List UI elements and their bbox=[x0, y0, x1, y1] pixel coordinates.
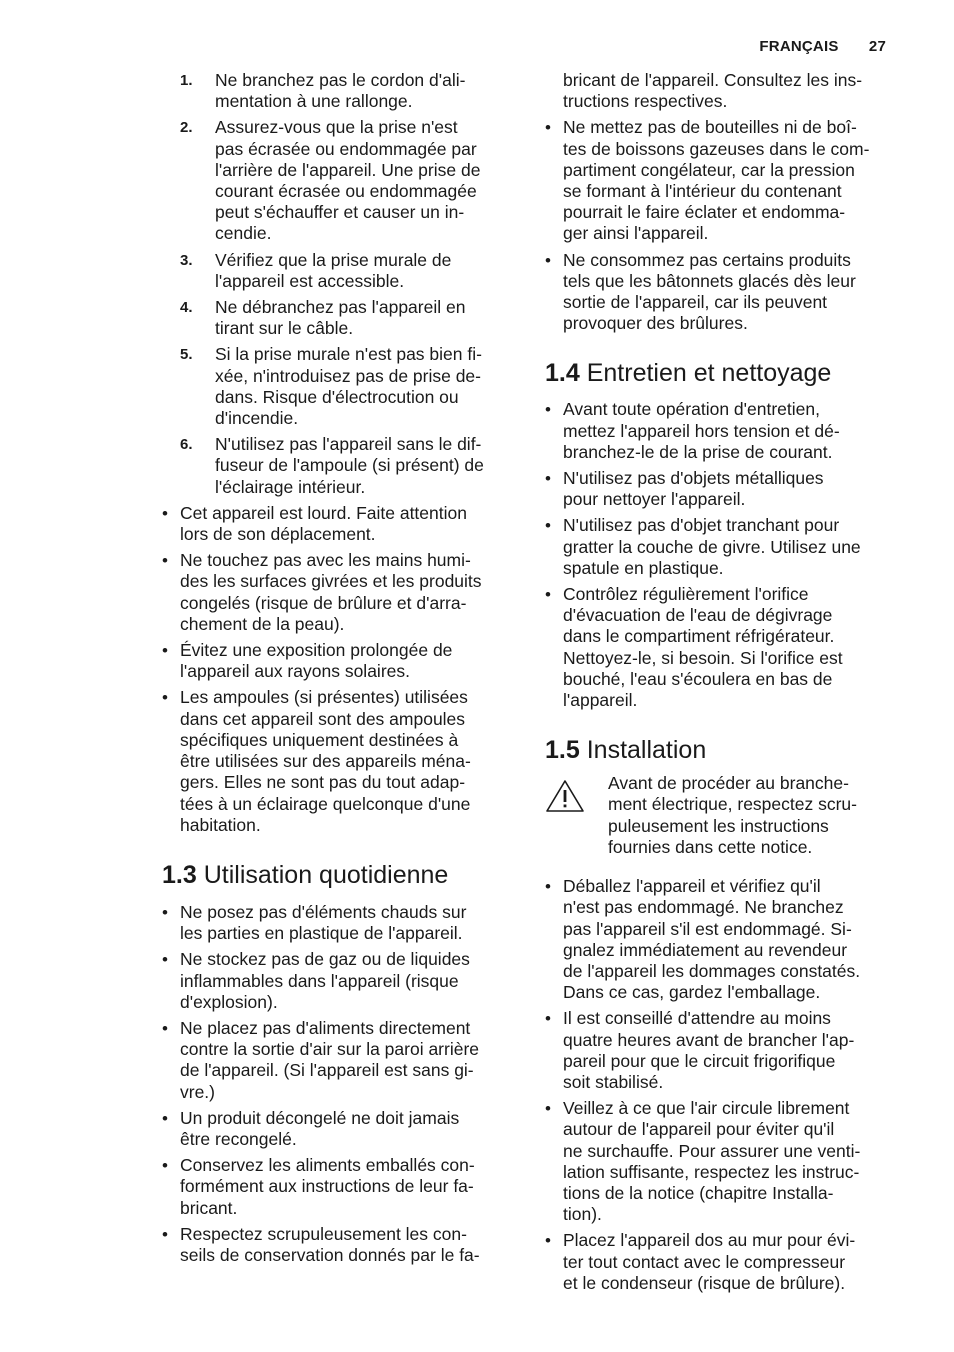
item-text: N'utilisez pas l'appareil sans le dif- fuseur de l'ampoule (si présent) de l'éclairage intérieur. bbox=[215, 434, 484, 497]
list-item bbox=[162, 434, 522, 498]
section-heading-1-5 bbox=[545, 735, 907, 765]
list-item: • Les ampoules (si présentes) utilisées dans cet appareil sont des ampoules spécifiques uniquement destinées à être utilisées sur des appareils ména- gers. Elles ne sont pas du tout adap- tées à un éclairage quelconque d'une habitation. bbox=[162, 687, 522, 835]
item-number: 4. bbox=[180, 299, 193, 317]
right-column bbox=[545, 70, 907, 1299]
list-item: • Ne stockez pas de gaz ou de liquides inflammables dans l'appareil (risque d'explosion). bbox=[162, 949, 522, 1013]
section-title: Entretien et nettoyage bbox=[586, 359, 832, 388]
list-item: • Ne touchez pas avec les mains humi- des les surfaces givrées et les produits congelés (risque de brûlure et d'arra- chement de la peau). bbox=[162, 550, 522, 635]
list-item: • Déballez l'appareil et vérifiez qu'il n'est pas endommagé. Ne branchez pas l'appareil s'il est endommagé. Si- gnalez immédiatement au revendeur de l'appareil les dommages constatés. Dans ce cas, gardez l'emballage. bbox=[545, 876, 907, 1003]
item-number: 6. bbox=[180, 436, 193, 454]
list-item: • N'utilisez pas d'objet tranchant pour gratter la couche de givre. Utilisez une spatule en plastique. bbox=[545, 515, 907, 579]
left-column bbox=[162, 70, 522, 1271]
list-item: • N'utilisez pas d'objets métalliques pour nettoyer l'appareil. bbox=[545, 468, 907, 510]
item-text: Ne branchez pas le cordon d'ali- mentation à une rallonge. bbox=[215, 70, 466, 112]
list-item: • Ne consommez pas certains produits tels que les bâtonnets glacés dès leur sortie de l'appareil, car ils peuvent provoquer des brûlures. bbox=[545, 250, 907, 335]
list-item: • Cet appareil est lourd. Faite attention lors de son déplacement. bbox=[162, 503, 522, 545]
page-number: 27 bbox=[868, 38, 886, 55]
item-number: 1. bbox=[180, 72, 193, 89]
item-number: 5. bbox=[180, 346, 193, 364]
section-heading-1-4 bbox=[545, 358, 907, 388]
bullet-list bbox=[545, 876, 907, 1294]
warning-block bbox=[545, 773, 907, 858]
list-item: • Un produit décongelé ne doit jamais être recongelé. bbox=[162, 1108, 522, 1150]
item-number: 3. bbox=[180, 251, 193, 269]
section-title: Utilisation quotidienne bbox=[203, 860, 449, 889]
item-text: Si la prise murale n'est pas bien fi- xée, n'introduisez pas de prise de- dans. Risque d'électrocution ou d'incendie. bbox=[215, 344, 482, 429]
numbered-list bbox=[162, 70, 522, 498]
item-text: Vérifiez que la prise murale de l'appareil est accessible. bbox=[215, 249, 452, 291]
list-item: • Il est conseillé d'attendre au moins quatre heures avant de brancher l'ap- pareil pour que le circuit frigorifique soit stabilisé. bbox=[545, 1008, 907, 1093]
list-item bbox=[162, 117, 522, 244]
list-item: • Veillez à ce que l'air circule librement autour de l'appareil pour éviter qu'il ne surchauffe. Pour assurer une venti- lation suffisante, respectez les instruc- tions de la notice (chapitre Installa- tion). bbox=[545, 1098, 907, 1225]
list-item bbox=[162, 344, 522, 429]
header-language: FRANÇAIS bbox=[759, 38, 839, 55]
continued-text: bricant de l'appareil. Consultez les ins- tructions respectives. bbox=[563, 70, 863, 112]
list-item: • Ne placez pas d'aliments directement contre la sortie d'air sur la paroi arrière de l'appareil. (Si l'appareil est sans gi- vre.) bbox=[162, 1018, 522, 1103]
list-item: • Avant toute opération d'entretien, mettez l'appareil hors tension et dé- branchez-le de la prise de courant. bbox=[545, 399, 907, 463]
item-text: Assurez-vous que la prise n'est pas écrasée ou endommagée par l'arrière de l'appareil. Une prise de courant écrasée ou endommagée peut s'échauffer et causer un in- cendie. bbox=[215, 117, 481, 244]
bullet-list bbox=[545, 399, 907, 711]
list-item bbox=[162, 297, 522, 339]
section-number: 1.3 bbox=[162, 860, 197, 889]
warning-text: Avant de procéder au branche- ment électrique, respectez scru- puleusement les instructions fournies dans cette notice. bbox=[608, 773, 857, 857]
section-number: 1.4 bbox=[545, 359, 580, 388]
bullet-list bbox=[545, 117, 907, 334]
list-item: • Respectez scrupuleusement les con- seils de conservation donnés par le fa- bbox=[162, 1224, 522, 1266]
list-item: • Évitez une exposition prolongée de l'appareil aux rayons solaires. bbox=[162, 640, 522, 682]
item-text: Ne débranchez pas l'appareil en tirant sur le câble. bbox=[215, 297, 466, 339]
section-heading-1-3 bbox=[162, 860, 522, 890]
list-item: • Ne posez pas d'éléments chauds sur les parties en plastique de l'appareil. bbox=[162, 902, 522, 944]
list-item: • Conservez les aliments emballés con- formément aux instructions de leur fa- bricant. bbox=[162, 1155, 522, 1219]
page-header bbox=[759, 38, 886, 55]
bullet-list bbox=[162, 503, 522, 836]
item-number: 2. bbox=[180, 119, 193, 137]
list-item: • Placez l'appareil dos au mur pour évi- ter tout contact avec le compresseur et le condenseur (risque de brûlure). bbox=[545, 1230, 907, 1294]
section-number: 1.5 bbox=[545, 736, 580, 765]
section-title: Installation bbox=[586, 736, 707, 765]
list-item bbox=[162, 70, 522, 112]
list-item: • Contrôlez régulièrement l'orifice d'évacuation de l'eau de dégivrage dans le compartiment réfrigérateur. Nettoyez-le, si besoin. Si l'orifice est bouché, l'eau s'écoulera en bas de l'appareil. bbox=[545, 584, 907, 711]
bullet-list bbox=[162, 902, 522, 1266]
warning-icon bbox=[545, 779, 585, 813]
list-item: • Ne mettez pas de bouteilles ni de boî- tes de boissons gazeuses dans le com- partiment congélateur, car la pression se formant à l'intérieur du contenant pourrait le faire éclater et endomma- ger ainsi l'appareil. bbox=[545, 117, 907, 244]
list-item bbox=[162, 250, 522, 292]
